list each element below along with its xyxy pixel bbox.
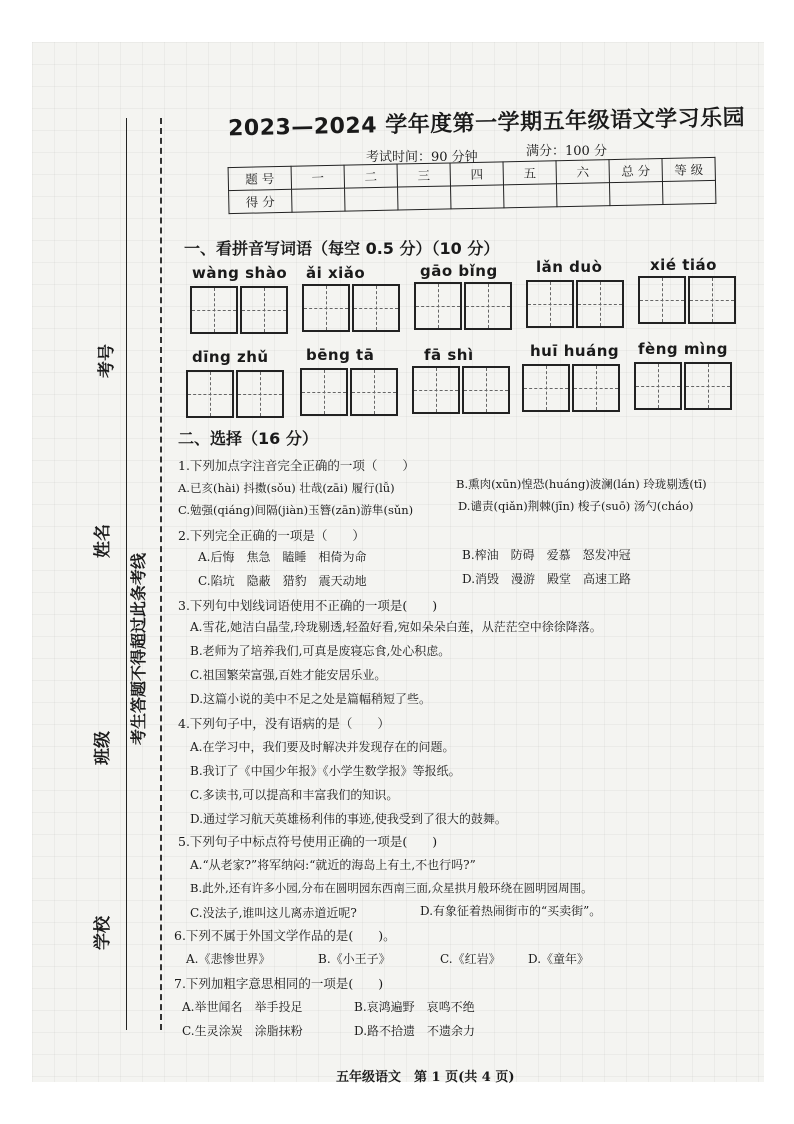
writing-box[interactable]: [186, 370, 234, 418]
q4-option-d[interactable]: D.通过学习航天英雄杨利伟的事迹,使我受到了很大的鼓舞。: [190, 812, 507, 826]
score-input-cell[interactable]: [398, 186, 451, 210]
writing-box[interactable]: [352, 284, 400, 332]
writing-box-pair[interactable]: [634, 362, 734, 410]
q7-option-d[interactable]: D.路不拾遗 不遗余力: [354, 1024, 476, 1038]
score-input-cell[interactable]: [609, 182, 662, 206]
q3-option-b[interactable]: B.老师为了培养我们,可真是废寝忘食,处心积虑。: [190, 644, 451, 658]
pinyin: huī huáng: [530, 342, 620, 360]
writing-box[interactable]: [526, 280, 574, 328]
question-3: 3.下列句中划线词语使用不正确的一项是( ): [178, 598, 438, 613]
writing-box-pair[interactable]: [414, 282, 514, 330]
question-7: 7.下列加粗字意思相同的一项是( ): [174, 976, 384, 991]
pinyin: gāo bǐng: [420, 262, 498, 280]
q4-option-b[interactable]: B.我订了《中国少年报》《小学生数学报》等报纸。: [190, 764, 461, 778]
q1-option-c[interactable]: C.勉强(qiáng)间隔(jiàn)玉簪(zān)游隼(sǔn): [178, 503, 414, 517]
score-input-cell[interactable]: [503, 184, 556, 208]
question-4: 4.下列句子中，没有语病的是（ ）: [178, 716, 390, 731]
score-cell: 等 级: [662, 157, 715, 181]
writing-box-pair[interactable]: [300, 368, 400, 416]
writing-box-pair[interactable]: [190, 286, 290, 334]
class-label: 班级: [93, 731, 113, 765]
q2-option-b[interactable]: B.榨油 防碍 爱慕 怒发冲冠: [462, 548, 631, 562]
writing-box[interactable]: [414, 282, 462, 330]
q6-option-c[interactable]: C.《红岩》: [440, 952, 501, 966]
question-1: 1.下列加点字注音完全正确的一项（ ）: [178, 458, 415, 473]
writing-box[interactable]: [688, 276, 736, 324]
q3-option-a[interactable]: A.雪花,她洁白晶莹,玲珑剔透,轻盈好看,宛如朵朵白莲，从茫茫空中徐徐降落。: [190, 620, 602, 634]
q4-option-c[interactable]: C.多读书,可以提高和丰富我们的知识。: [190, 788, 399, 802]
q7-option-b[interactable]: B.哀鸿遍野 哀鸣不绝: [354, 1000, 475, 1014]
writing-box[interactable]: [300, 368, 348, 416]
score-cell: 四: [450, 162, 503, 186]
score-cell: 总 分: [609, 159, 662, 183]
pinyin: dīng zhǔ: [192, 348, 269, 366]
writing-box-pair[interactable]: [412, 366, 512, 414]
writing-box-pair[interactable]: [302, 284, 402, 332]
pinyin: ǎi xiǎo: [306, 264, 366, 282]
q6-option-b[interactable]: B.《小王子》: [318, 952, 391, 966]
q2-option-c[interactable]: C.陷坑 隐蔽 猎豹 震天动地: [198, 574, 367, 588]
q4-option-a[interactable]: A.在学习中，我们要及时解决并发现存在的问题。: [190, 740, 455, 754]
q2-option-a[interactable]: A.后悔 焦急 瞌睡 相倚为命: [198, 550, 367, 564]
writing-box[interactable]: [350, 368, 398, 416]
q5-option-b[interactable]: B.此外,还有许多小园,分布在圆明园东西南三面,众星拱月般环绕在圆明园周围。: [190, 881, 593, 895]
score-cell: 六: [556, 160, 609, 184]
writing-box[interactable]: [576, 280, 624, 328]
q6-option-a[interactable]: A.《悲惨世界》: [186, 952, 271, 966]
score-input-cell[interactable]: [556, 183, 609, 207]
page-footer: 五年级语文 第 1 页(共 4 页): [336, 1070, 515, 1085]
q7-option-a[interactable]: A.举世闻名 举手投足: [182, 1000, 303, 1014]
question-2: 2.下列完全正确的一项是（ ）: [178, 528, 365, 543]
writing-box[interactable]: [522, 364, 570, 412]
pinyin: fā shì: [424, 346, 474, 364]
question-5: 5.下列句子中标点符号使用正确的一项是( ): [178, 834, 438, 849]
writing-box[interactable]: [412, 366, 460, 414]
score-cell: 题 号: [228, 166, 291, 190]
q5-option-c[interactable]: C.没法子,谁叫这儿离赤道近呢?: [190, 906, 357, 920]
name-label: 姓名: [93, 524, 113, 558]
cut-line: [160, 118, 162, 1030]
score-cell: 二: [344, 164, 397, 188]
writing-box-pair[interactable]: [186, 370, 286, 418]
pinyin: wàng shào: [192, 264, 288, 282]
page-title: 2023—2024 学年度第一学期五年级语文学习乐园: [227, 105, 746, 142]
exam-no-label: 考号: [97, 344, 117, 378]
pinyin: lǎn duò: [536, 258, 603, 276]
score-input-cell[interactable]: [662, 180, 715, 204]
q1-option-a[interactable]: A.已亥(hài) 抖擞(sǒu) 壮哉(zāi) 履行(lǚ): [178, 481, 395, 495]
section2-heading: 二、选择（16 分）: [178, 429, 318, 448]
writing-box[interactable]: [462, 366, 510, 414]
writing-box[interactable]: [236, 370, 284, 418]
q3-option-d[interactable]: D.这篇小说的美中不足之处是篇幅稍短了些。: [190, 692, 432, 706]
q5-option-a[interactable]: A.“从老家?”将军纳闷:“就近的海岛上有土,不也行吗?”: [190, 858, 476, 872]
q6-option-d[interactable]: D.《童年》: [528, 952, 590, 966]
writing-box-pair[interactable]: [526, 280, 626, 328]
writing-box[interactable]: [302, 284, 350, 332]
full-score: 满分：100 分: [526, 144, 607, 159]
writing-box[interactable]: [638, 276, 686, 324]
pinyin: fèng mìng: [638, 340, 729, 358]
writing-box[interactable]: [190, 286, 238, 334]
binding-warning: 考生答题不得超过此条考线: [129, 552, 148, 745]
q7-option-c[interactable]: C.生灵涂炭 涂脂抹粉: [182, 1024, 303, 1038]
writing-box[interactable]: [684, 362, 732, 410]
score-input-cell[interactable]: [451, 185, 504, 209]
writing-box[interactable]: [634, 362, 682, 410]
writing-box[interactable]: [572, 364, 620, 412]
q3-option-c[interactable]: C.祖国繁荣富强,百姓才能安居乐业。: [190, 668, 387, 682]
q1-option-b[interactable]: B.熏肉(xūn)惶恐(huáng)波澜(lán) 玲珑剔透(tī): [456, 477, 707, 491]
score-cell: 得 分: [229, 189, 292, 213]
section1-heading: 一、看拼音写词语（每空 0.5 分）（10 分）: [184, 239, 500, 258]
exam-time: 考试时间：90 分钟: [366, 150, 478, 165]
score-cell: 一: [291, 165, 344, 189]
q5-option-d[interactable]: D.有象征着热闹街市的“买卖街”。: [420, 904, 602, 918]
writing-box-pair[interactable]: [522, 364, 622, 412]
pinyin: bēng tā: [306, 346, 375, 364]
q1-option-d[interactable]: D.谴责(qiǎn)荆棘(jīn) 梭子(suō) 汤勺(cháo): [458, 499, 694, 513]
school-label: 学校: [93, 916, 113, 950]
q2-option-d[interactable]: D.消毁 漫游 殿堂 高速工路: [462, 572, 632, 586]
question-6: 6.下列不属于外国文学作品的是( )。: [174, 928, 396, 943]
score-input-cell[interactable]: [345, 187, 398, 211]
writing-box[interactable]: [464, 282, 512, 330]
writing-box-pair[interactable]: [638, 276, 738, 324]
writing-box[interactable]: [240, 286, 288, 334]
score-input-cell[interactable]: [292, 188, 345, 212]
score-cell: 五: [503, 161, 556, 185]
score-cell: 三: [397, 163, 450, 187]
pinyin: xié tiáo: [650, 256, 717, 274]
